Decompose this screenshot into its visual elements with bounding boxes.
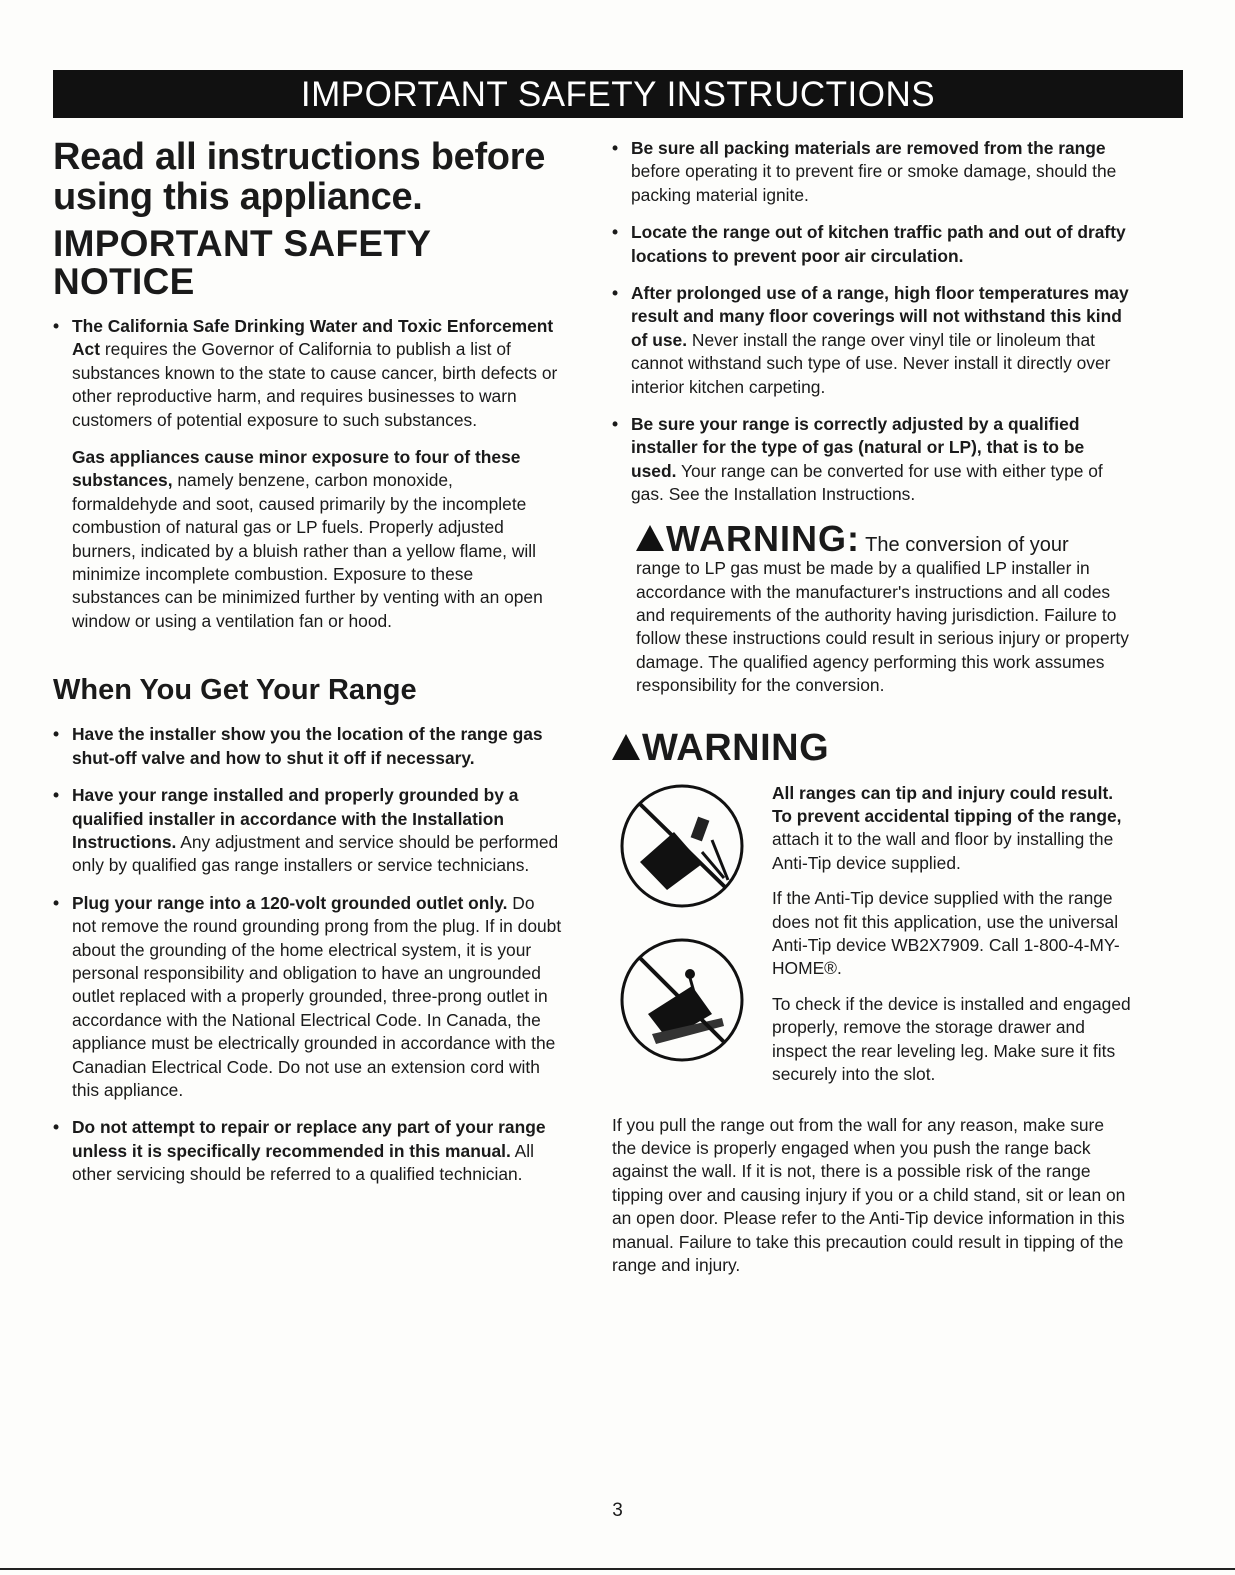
anti-tip-paragraph-1 [772, 782, 1132, 876]
list-item-text: All other servicing should be referred to a qualified technician. [72, 1140, 534, 1185]
list-item-bold: Have the installer show you the location of the range gas shut-off valve and how to shut it off if necessary. [72, 724, 543, 768]
list-item-text: Your range can be converted for use with either type of gas. See the Installation Instructions. [631, 460, 1103, 505]
get-range-list [53, 723, 563, 1186]
list-item [53, 315, 563, 432]
paragraph-text: namely benzene, carbon monoxide, formaldehyde and soot, caused primarily by the incomplete combustion of natural gas or LP fuels. Properly adjusted burners, indicated by a bluish rather than a yellow flame, will minimize incomplete combustion. Exposure to these substances can be minimized further by venting with an open window or using a ventilation fan or hood. [72, 470, 543, 631]
list-item-text: before operating it to prevent fire or smoke damage, should the packing material ignite. [631, 161, 1117, 205]
list-item-bold: Plug your range into a 120-volt grounded outlet only. [72, 892, 508, 913]
conversion-warning [636, 517, 1132, 698]
list-item-bold: After prolonged use of a range, high floor temperatures may result and many floor coverings will not withstand this kind of use. [631, 283, 1129, 350]
paragraph-bold: Gas appliances cause minor exposure to four of these substances, [72, 447, 521, 491]
installation-list [612, 137, 1132, 507]
bullet-icon: • [612, 138, 619, 158]
warning-text: range to LP gas must be made by a qualified LP installer in accordance with the manufacturer's instructions and all codes and requirements of the authority having jurisdiction. Failure to follow these instructions could result in serious injury or property damage. The qualified agency performing this work assumes responsibility for the conversion. [636, 558, 1129, 696]
warning-label: WARNING: [666, 517, 860, 559]
warning-triangle-icon [636, 525, 664, 551]
list-item-bold: Be sure all packing materials are removed from the range [631, 138, 1106, 158]
list-item-text: Do not remove the round grounding prong from the plug. If in doubt about the grounding of the home electrical system, it is your personal responsibility and obligation to have an ungrounded outlet replaced with a properly grounded, three-prong outlet in accordance with the National Electrical Code. In Canada, the appliance must be electrically grounded in accordance with the Canadian Electrical Code. Do not use an extension cord with this appliance. [72, 892, 562, 1100]
safety-notice-heading: IMPORTANT SAFETY NOTICE [53, 223, 431, 302]
list-item [53, 892, 563, 1103]
anti-tip-paragraph-2: If the Anti-Tip device supplied with the range does not fit this application, use the universal Anti-Tip device WB2X7909. Call 1-800-4-MY-HOME®. [772, 888, 1120, 979]
warning-heading-label: WARNING [642, 726, 830, 769]
paragraph-text: attach it to the wall and floor by installing the Anti-Tip device supplied. [772, 829, 1114, 873]
warning-triangle-icon [612, 734, 640, 760]
no-tipping-oven-door-icon [622, 940, 742, 1060]
list-item-bold: Do not attempt to repair or replace any part of your range unless it is specifically recommended in this manual. [72, 1117, 546, 1161]
bullet-icon: • [612, 414, 619, 435]
anti-tip-text [772, 782, 1132, 1099]
list-item-bold: The California Safe Drinking Water and Toxic Enforcement Act [72, 316, 554, 360]
notice-list [53, 315, 563, 432]
list-item [612, 221, 1132, 268]
section-heading: When You Get Your Range [53, 674, 417, 707]
list-item-bold: Have your range installed and properly grounded by a qualified installer in accordance with the Installation Instructions. [72, 785, 519, 852]
page-number: 3 [612, 1500, 623, 1521]
bullet-icon: • [53, 785, 60, 806]
bottom-rule [0, 1568, 1235, 1570]
list-item [612, 282, 1132, 399]
list-item-bold: Locate the range out of kitchen traffic path and out of drafty locations to prevent poor air circulation. [631, 222, 1126, 266]
paragraph-bold: All ranges can tip and injury could result. To prevent accidental tipping of the range, [772, 782, 1122, 826]
list-item [53, 1116, 563, 1186]
list-item-text: Any adjustment and service should be performed only by qualified gas range installers or service technicians. [72, 831, 559, 876]
warning-lead: The conversion of your [859, 533, 1069, 556]
bullet-icon: • [53, 316, 60, 336]
list-item-text: Never install the range over vinyl tile or linoleum that cannot withstand such type of use. Never install it directly over interior kitchen carpeting. [631, 329, 1111, 397]
page-banner: IMPORTANT SAFETY INSTRUCTIONS [53, 70, 1183, 118]
closing-paragraph: If you pull the range out from the wall for any reason, make sure the device is properly engaged when you push the range back against the wall. If it is not, there is a possible risk of the range tipping over and causing injury if you or a child stand, sit or lean on an open door. Please refer to the Anti-Tip device information in this manual. Failure to take this precaution could result in tipping of the range and injury. [612, 1114, 1126, 1275]
list-item [612, 413, 1132, 507]
anti-tip-warning-heading [612, 728, 1132, 768]
no-tipping-range-icon [622, 786, 742, 906]
read-instructions-heading: Read all instructions before using this appliance. [53, 136, 546, 218]
gas-exposure-paragraph [72, 446, 563, 633]
anti-tip-block [612, 782, 1132, 1114]
left-column [53, 137, 563, 1201]
list-item [612, 137, 1132, 207]
bullet-icon: • [53, 724, 60, 745]
anti-tip-paragraph-3: To check if the device is installed and engaged properly, remove the storage drawer and inspect the rear leveling leg. Make sure it fits securely into the slot. [772, 993, 1131, 1084]
bullet-icon: • [612, 283, 619, 304]
list-item-bold: Be sure your range is correctly adjusted by a qualified installer for the type of gas (natural or LP), that is to be used. [631, 414, 1085, 481]
bullet-icon: • [53, 1117, 60, 1138]
anti-tip-icons [612, 782, 762, 1077]
bullet-icon: • [612, 222, 619, 243]
list-item [53, 723, 563, 770]
list-item [53, 784, 563, 878]
list-item-text: requires the Governor of California to publish a list of substances known to the state to cause cancer, birth defects or other reproductive harm, and requires businesses to warn customers of potential exposure to such substances. [72, 339, 558, 430]
right-column [612, 137, 1132, 1277]
no-tipping-range-icon [612, 782, 762, 1072]
bullet-icon: • [53, 892, 60, 913]
